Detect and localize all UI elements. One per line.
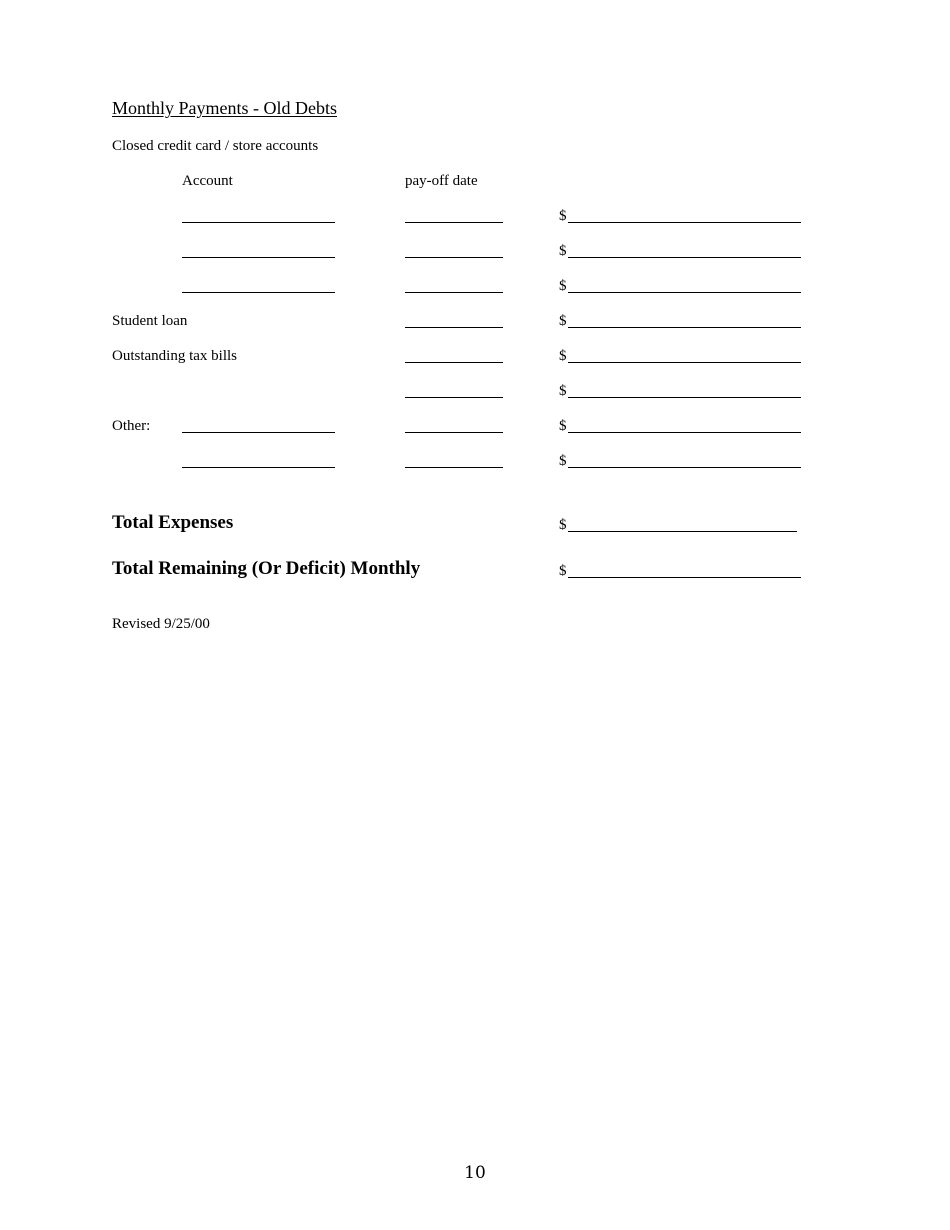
student-loan-date-blank[interactable]	[405, 327, 503, 328]
dollar-sign: $	[559, 383, 567, 399]
tax-bills-amount-blank-2[interactable]	[568, 397, 801, 398]
student-loan-label: Student loan	[112, 313, 188, 329]
dollar-sign: $	[559, 418, 567, 434]
tax-bills-amount-blank-1[interactable]	[568, 362, 801, 363]
page-number: 10	[464, 1163, 486, 1183]
section-subtitle: Closed credit card / store accounts	[112, 138, 319, 154]
total-remaining-label: Total Remaining (Or Deficit) Monthly	[112, 558, 421, 579]
column-header-payoff-date: pay-off date	[405, 173, 478, 189]
dollar-sign: $	[559, 313, 567, 329]
dollar-sign: $	[559, 243, 567, 259]
other-account-blank-1[interactable]	[182, 432, 335, 433]
other-amount-blank-2[interactable]	[568, 467, 801, 468]
tax-bills-date-blank-2[interactable]	[405, 397, 503, 398]
payoff-date-blank-3[interactable]	[405, 292, 503, 293]
amount-blank-1[interactable]	[568, 222, 801, 223]
account-blank-3[interactable]	[182, 292, 335, 293]
other-label: Other:	[112, 418, 151, 434]
dollar-sign: $	[559, 563, 567, 579]
page-title: Monthly Payments - Old Debts	[112, 98, 337, 118]
dollar-sign: $	[559, 517, 567, 533]
tax-bills-label: Outstanding tax bills	[112, 348, 237, 364]
other-date-blank-1[interactable]	[405, 432, 503, 433]
revised-date: Revised 9/25/00	[112, 616, 210, 632]
total-remaining-blank[interactable]	[568, 577, 801, 578]
column-header-account: Account	[182, 173, 233, 189]
dollar-sign: $	[559, 278, 567, 294]
amount-blank-2[interactable]	[568, 257, 801, 258]
other-account-blank-2[interactable]	[182, 467, 335, 468]
tax-bills-date-blank-1[interactable]	[405, 362, 503, 363]
total-expenses-blank[interactable]	[568, 531, 797, 532]
dollar-sign: $	[559, 208, 567, 224]
amount-blank-3[interactable]	[568, 292, 801, 293]
account-blank-2[interactable]	[182, 257, 335, 258]
other-amount-blank-1[interactable]	[568, 432, 801, 433]
total-expenses-label: Total Expenses	[112, 512, 234, 533]
account-blank-1[interactable]	[182, 222, 335, 223]
dollar-sign: $	[559, 453, 567, 469]
payoff-date-blank-2[interactable]	[405, 257, 503, 258]
dollar-sign: $	[559, 348, 567, 364]
other-date-blank-2[interactable]	[405, 467, 503, 468]
student-loan-amount-blank[interactable]	[568, 327, 801, 328]
payoff-date-blank-1[interactable]	[405, 222, 503, 223]
